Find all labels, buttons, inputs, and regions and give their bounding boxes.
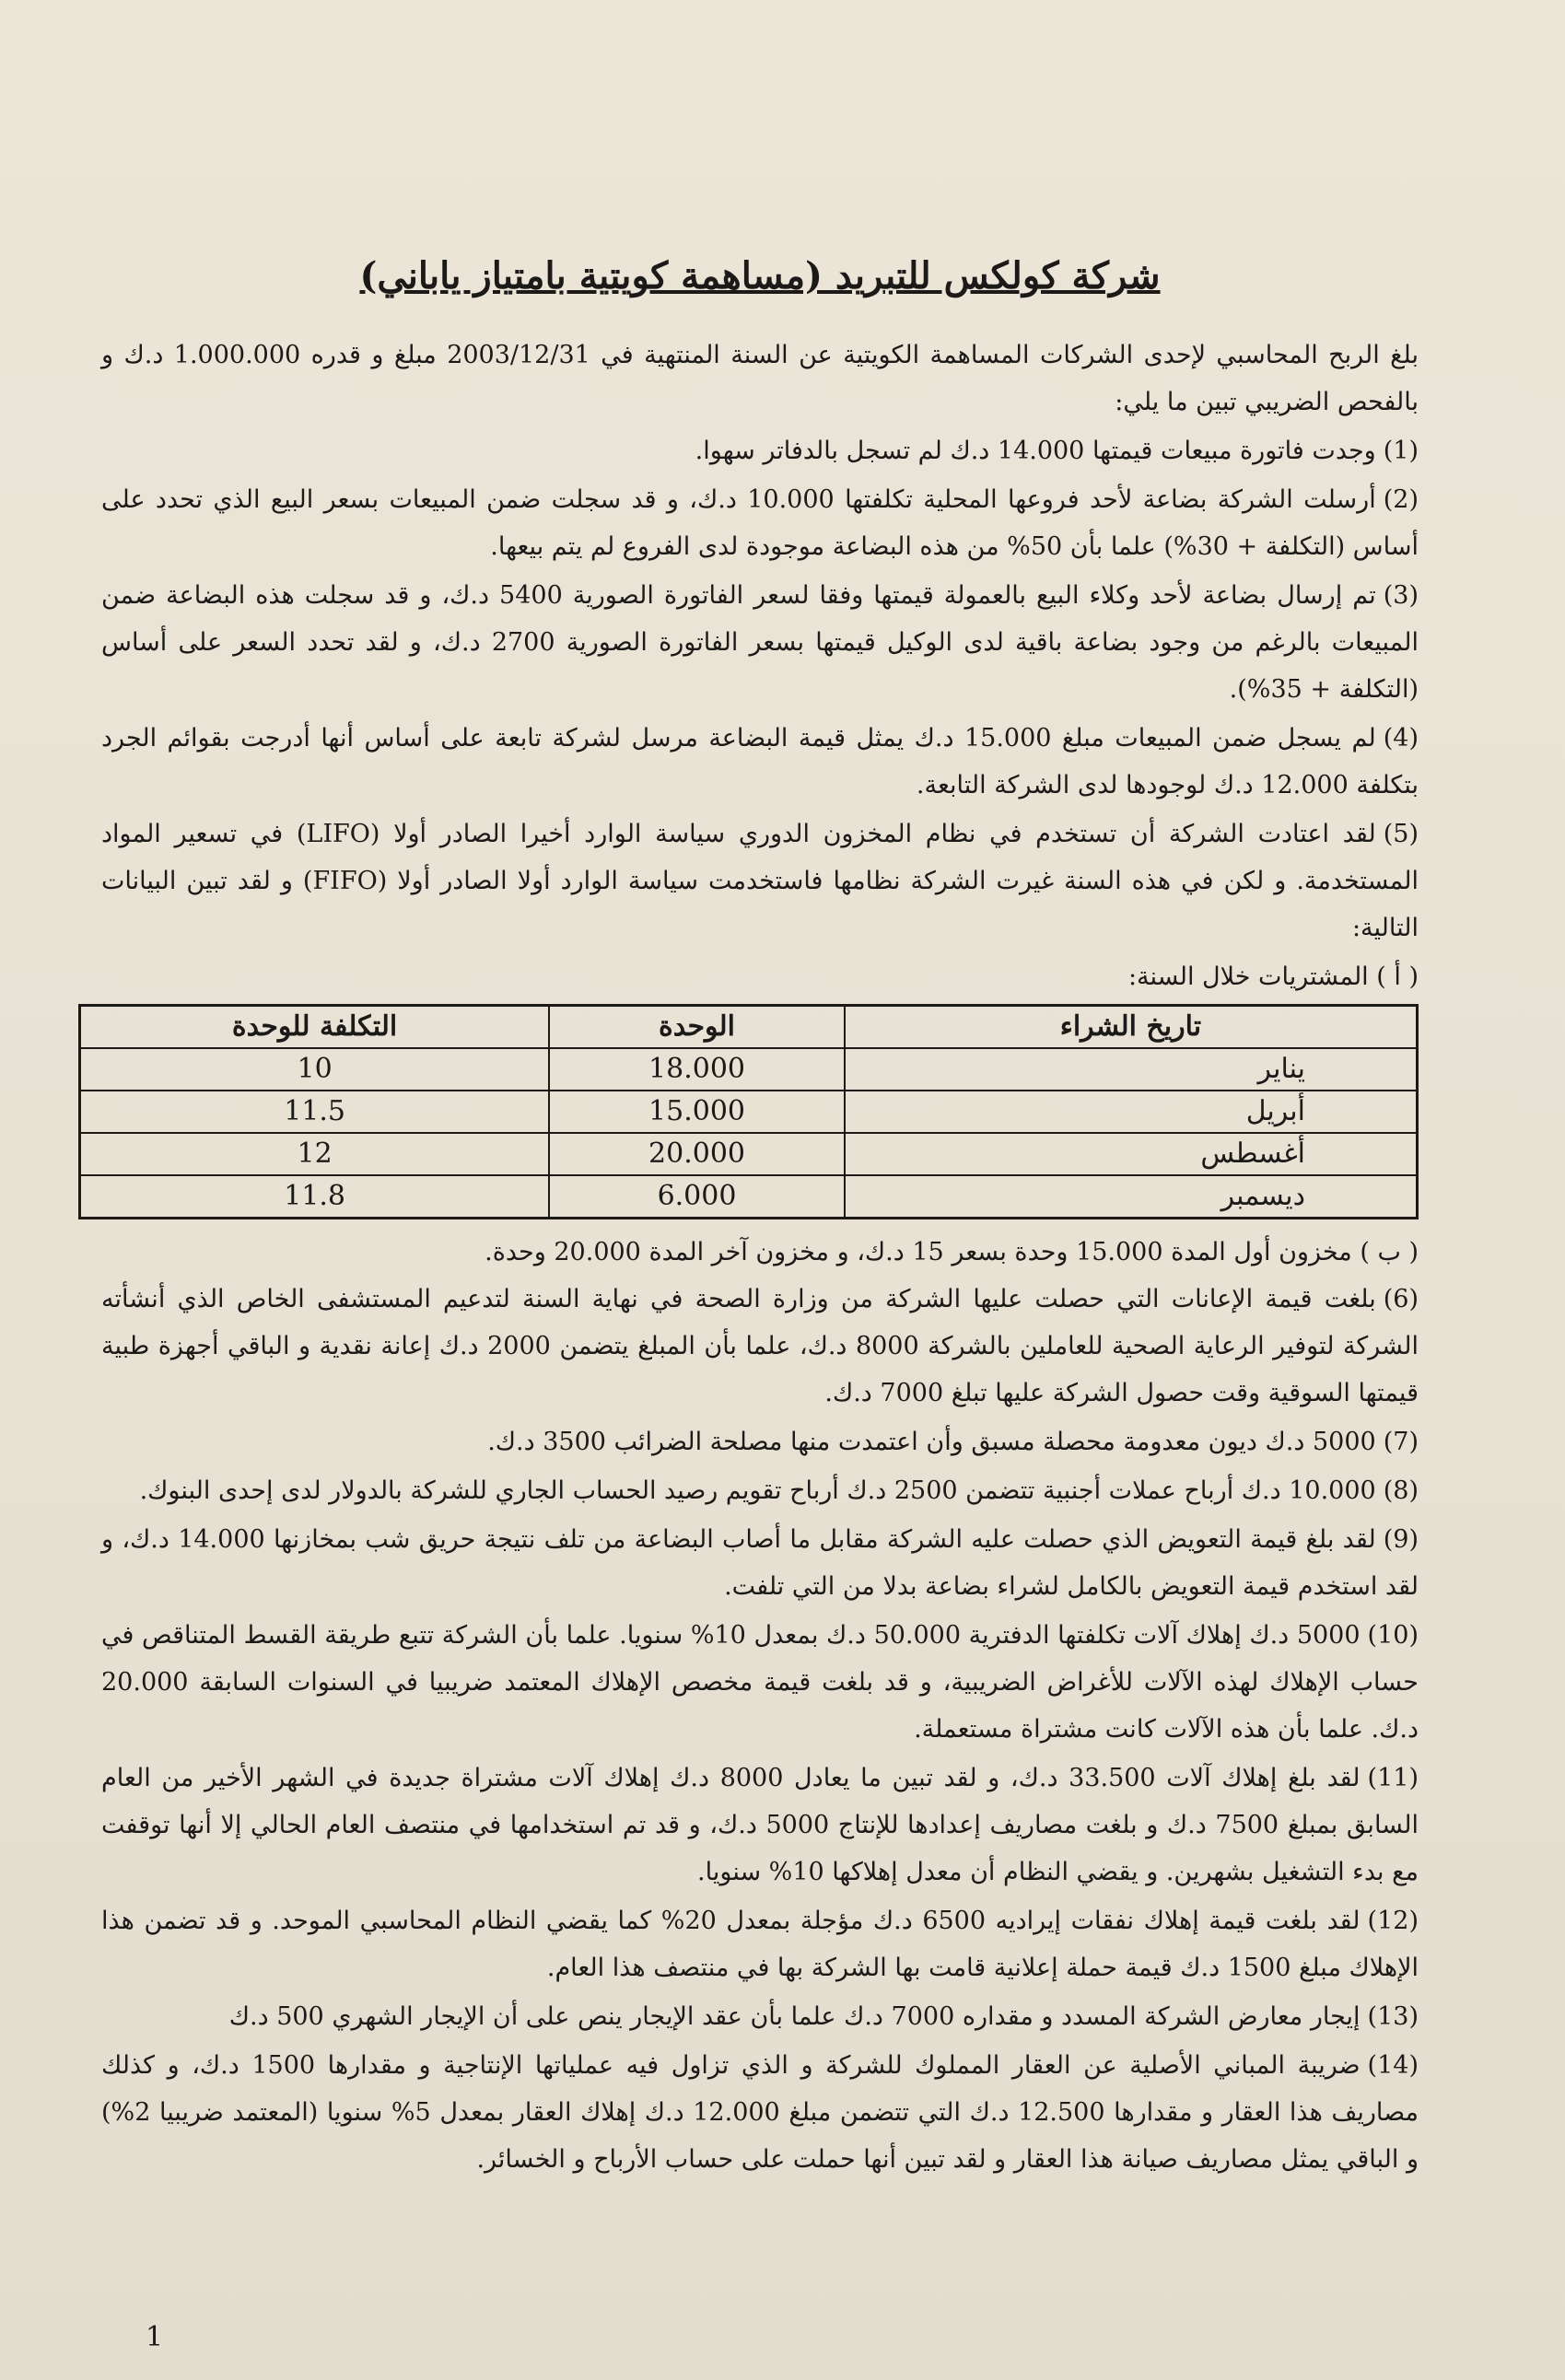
item-14 xyxy=(101,2042,1419,2183)
cell-unit-cost: 11.8 xyxy=(80,1175,550,1219)
cell-units: 18.000 xyxy=(549,1048,845,1091)
table-row xyxy=(80,1133,1418,1175)
item-number: (3) xyxy=(1383,581,1419,610)
item-number: (10) xyxy=(1367,1621,1419,1650)
item-number: (5) xyxy=(1383,820,1419,848)
item-text: وجدت فاتورة مبيعات قيمتها 14.000 د.ك لم تسجل بالدفاتر سهوا. xyxy=(695,437,1376,465)
purchases-subheading: ( أ ) المشتريات خلال السنة: xyxy=(1127,962,1419,991)
item-text: ضريبة المباني الأصلية عن العقار المملوك للشركة و الذي تزاول فيه عملياتها الإنتاجية و مقدارها 1500 د.ك، و كذلك مصاريف هذا العقار و مقدارها 12.500 د.ك التي تتضمن مبلغ 12.000 د.ك إهلاك العقار بمعدل 5% سنويا (المعتمد ضريبيا 2%) و الباقي يمثل مصاريف صيانة هذا العقار و لقد تبين أنها حملت على حساب الأرباح و الخسائر. xyxy=(101,2051,1419,2174)
item-3 xyxy=(101,572,1419,713)
cell-unit-cost: 12 xyxy=(80,1133,550,1175)
cell-units: 15.000 xyxy=(549,1091,845,1133)
purchases-table xyxy=(78,1004,1419,1219)
cell-date: ديسمبر xyxy=(845,1175,1418,1219)
cell-unit-cost: 10 xyxy=(80,1048,550,1091)
item-number: (9) xyxy=(1383,1525,1419,1554)
item-text: إيجار معارض الشركة المسدد و مقداره 7000 د.ك علما بأن عقد الإيجار ينص على أن الإيجار الشهري 500 د.ك xyxy=(228,2002,1361,2031)
item-text: 5000 د.ك ديون معدومة محصلة مسبق وأن اعتمدت منها مصلحة الضرائب 3500 د.ك. xyxy=(487,1428,1376,1456)
item-text: تم إرسال بضاعة لأحد وكلاء البيع بالعمولة قيمتها وفقا لسعر الفاتورة الصورية 5400 د.ك، و قد سجلت هذه البضاعة ضمن المبيعات بالرغم من وجود بضاعة باقية لدى الوكيل قيمتها بسعر الفاتورة الصورية 2700 د.ك، و لقد تحدد السعر على أساس (التكلفة + 35%). xyxy=(101,581,1419,704)
item-9 xyxy=(101,1516,1419,1610)
item-6 xyxy=(101,1276,1419,1417)
column-header-date: تاريخ الشراء xyxy=(845,1006,1418,1049)
item-number: (11) xyxy=(1367,1764,1419,1792)
item-text: لم يسجل ضمن المبيعات مبلغ 15.000 د.ك يمثل قيمة البضاعة مرسل لشركة تابعة على أساس أنها أدرجت بقوائم الجرد بتكلفة 12.000 د.ك لوجودها لدى الشركة التابعة. xyxy=(101,724,1419,799)
inventory-subheading: ( ب ) مخزون أول المدة 15.000 وحدة بسعر 15 د.ك، و مخزون آخر المدة 20.000 وحدة. xyxy=(485,1238,1419,1266)
item-number: (2) xyxy=(1383,485,1419,514)
page-title: شركة كولكس للتبريد (مساهمة كويتية بامتياز ياباني) xyxy=(359,254,1161,298)
intro-paragraph: بلغ الربح المحاسبي لإحدى الشركات المساهمة الكويتية عن السنة المنتهية في 2003/12/31 مبلغ و قدره 1.000.000 د.ك و بالفحص الضريبي تبين ما يلي: xyxy=(101,341,1419,416)
item-number: (4) xyxy=(1383,724,1419,752)
cell-date: أغسطس xyxy=(845,1133,1418,1175)
table-row xyxy=(80,1175,1418,1219)
page-number: 1 xyxy=(146,2321,164,2353)
item-number: (1) xyxy=(1383,437,1419,465)
cell-unit-cost: 11.5 xyxy=(80,1091,550,1133)
column-header-units: الوحدة xyxy=(549,1006,845,1049)
item-7 xyxy=(101,1418,1419,1465)
item-text: لقد بلغ قيمة التعويض الذي حصلت عليه الشركة مقابل ما أصاب البضاعة من تلف نتيجة حريق شب بمخازنها 14.000 د.ك، و لقد استخدم قيمة التعويض بالكامل لشراء بضاعة بدلا من التي تلفت. xyxy=(101,1525,1419,1601)
cell-units: 20.000 xyxy=(549,1133,845,1175)
item-text: بلغت قيمة الإعانات التي حصلت عليها الشركة من وزارة الصحة في نهاية السنة لتدعيم المستشفى الخاص الذي أنشأته الشركة لتوفير الرعاية الصحية للعاملين بالشركة 8000 د.ك، علما بأن المبلغ يتضمن 2000 د.ك إعانة نقدية و الباقي أجهزة طبية قيمتها السوقية وقت حصول الشركة عليها تبلغ 7000 د.ك. xyxy=(101,1285,1419,1407)
item-number: (12) xyxy=(1367,1907,1419,1935)
item-text: أرسلت الشركة بضاعة لأحد فروعها المحلية تكلفتها 10.000 د.ك، و قد سجلت ضمن المبيعات بسعر البيع الذي تحدد على أساس (التكلفة + 30%) علما بأن 50% من هذه البضاعة موجودة لدى الفروع لم يتم بيعها. xyxy=(101,485,1419,561)
item-13 xyxy=(101,1993,1419,2040)
item-text: لقد بلغ إهلاك آلات 33.500 د.ك، و لقد تبين ما يعادل 8000 د.ك إهلاك آلات مشتراة جديدة في الشهر الأخير من العام السابق بمبلغ 7500 د.ك و بلغت مصاريف إعدادها للإنتاج 5000 د.ك، و قد تم استخدامها في منتصف العام الحالي إلا أنها توقفت مع بدء التشغيل بشهرين. و يقضي النظام أن معدل إهلاكها 10% سنويا. xyxy=(101,1764,1419,1886)
item-10 xyxy=(101,1612,1419,1753)
item-number: (13) xyxy=(1367,2002,1419,2031)
column-header-unit-cost: التكلفة للوحدة xyxy=(80,1006,550,1049)
item-11 xyxy=(101,1755,1419,1896)
table-row xyxy=(80,1091,1418,1133)
item-4 xyxy=(101,715,1419,809)
item-2 xyxy=(101,476,1419,570)
item-12 xyxy=(101,1897,1419,1991)
document-body xyxy=(101,249,1419,2185)
item-5 xyxy=(101,811,1419,951)
cell-units: 6.000 xyxy=(549,1175,845,1219)
item-number: (8) xyxy=(1383,1476,1419,1505)
item-number: (14) xyxy=(1367,2051,1419,2080)
item-number: (7) xyxy=(1383,1428,1419,1456)
item-text: 5000 د.ك إهلاك آلات تكلفتها الدفترية 50.000 د.ك بمعدل 10% سنويا. علما بأن الشركة تتبع طريقة القسط المتناقص في حساب الإهلاك لهذه الآلات للأغراض الضريبية، و قد بلغت قيمة مخصص الإهلاك المعتمد ضريبيا في السنوات السابقة 20.000 د.ك. علما بأن هذه الآلات كانت مشتراة مستعملة. xyxy=(101,1621,1419,1744)
item-1 xyxy=(101,427,1419,474)
table-header-row xyxy=(80,1006,1418,1049)
item-number: (6) xyxy=(1383,1285,1419,1313)
item-text: لقد بلغت قيمة إهلاك نفقات إيراديه 6500 د.ك مؤجلة بمعدل 20% كما يقضي النظام المحاسبي الموحد. و قد تضمن هذا الإهلاك مبلغ 1500 د.ك قيمة حملة إعلانية قامت بها الشركة بها في منتصف هذا العام. xyxy=(101,1907,1419,1982)
item-text: لقد اعتادت الشركة أن تستخدم في نظام المخزون الدوري سياسة الوارد أخيرا الصادر أولا (LIFO) في تسعير المواد المستخدمة. و لكن في هذه السنة غيرت الشركة نظامها فاستخدمت سياسة الوارد أولا الصادر أولا (FIFO) و لقد تبين البيانات التالية: xyxy=(101,820,1419,942)
item-text: 10.000 د.ك أرباح عملات أجنبية تتضمن 2500 د.ك أرباح تقويم رصيد الحساب الجاري للشركة بالدولار لدى إحدى البنوك. xyxy=(139,1476,1376,1505)
item-8 xyxy=(101,1467,1419,1514)
table-row xyxy=(80,1048,1418,1091)
cell-date: أبريل xyxy=(845,1091,1418,1133)
cell-date: يناير xyxy=(845,1048,1418,1091)
